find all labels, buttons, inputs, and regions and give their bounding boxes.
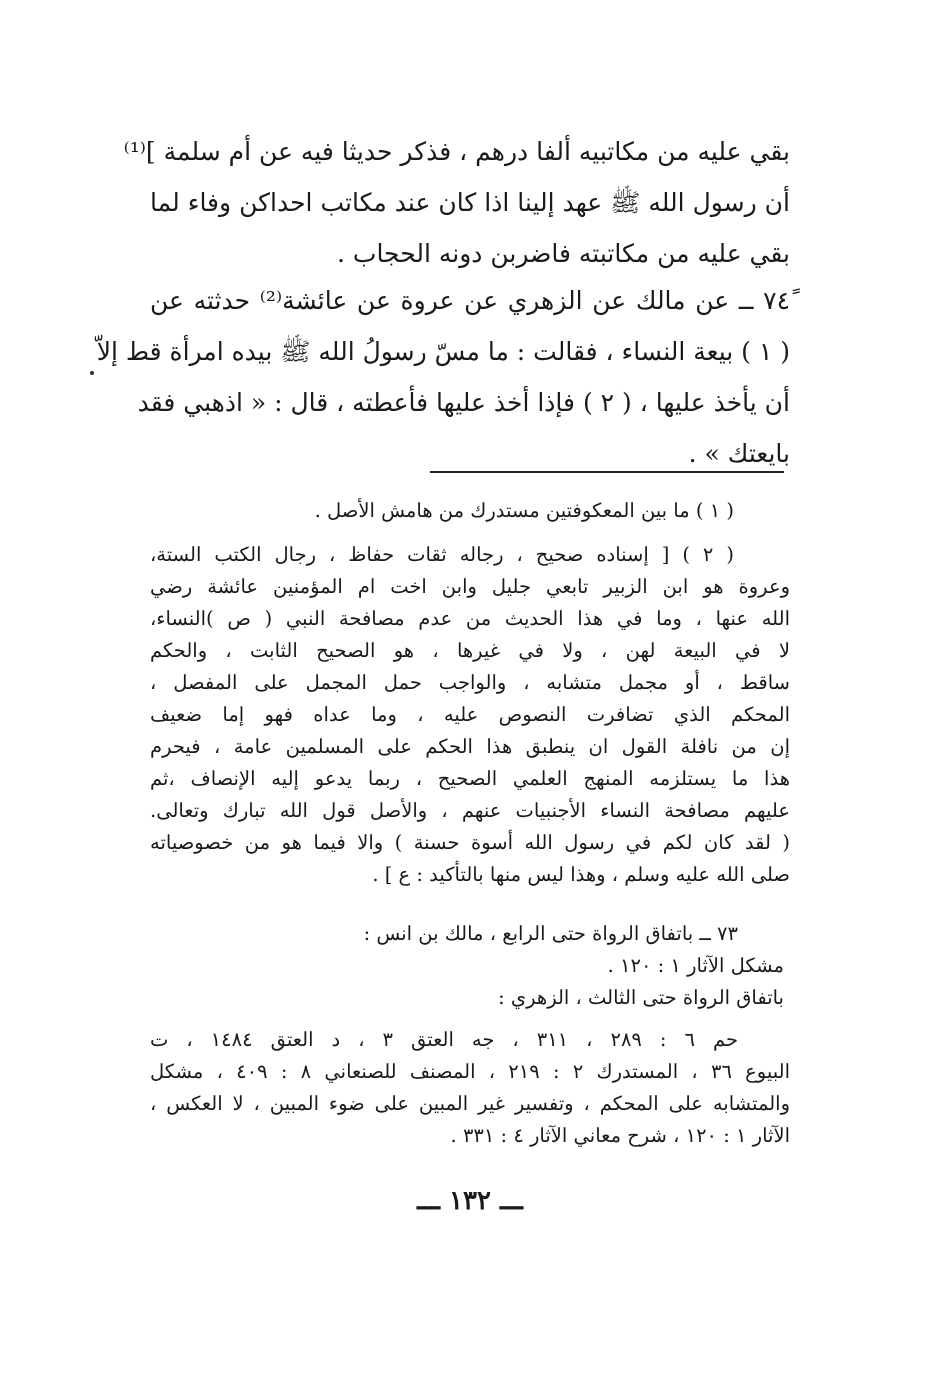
footnote-line: لا في البيعة لهن ، ولا في غيرها ، هو الصحيح الثابت ، والحكم (150, 639, 790, 662)
footnote-line: وعروة هو ابن الزبير تابعي جليل وابن اخت ام المؤمنين عائشة رضي (150, 575, 790, 598)
footnote-line: عليهم مصافحة النساء الأجنبيات عنهم ، والأصل قول الله تبارك وتعالى. (150, 799, 790, 822)
footnote-line: الله عنها ، وما في هذا الحديث من عدم مصافحة النبي ( ص )النساء، (150, 607, 790, 630)
text-line: أن يأخذ عليها ، ( ٢ ) فإذا أخذ عليها فأعطته ، قال : « اذهبي فقد (137, 388, 790, 417)
footnote-line: صلى الله عليه وسلم ، وهذا ليس منها بالتأكيد : ع ] . (372, 863, 790, 886)
references (150, 1024, 790, 1152)
main-text-paragraph-2 (96, 275, 791, 479)
main-text-paragraph-1 (123, 126, 790, 279)
footnote-2 (150, 539, 790, 891)
narration-chain (150, 918, 790, 1014)
text-line: أن رسول الله ﷺ عهد إلينا اذا كان عند مكاتب احداكن وفاء لما (150, 188, 790, 217)
text-line: بايعتك » . (688, 439, 790, 468)
text-line: ٧٤ً ــ عن مالك عن الزهري عن عروة عن عائشة⁽²⁾ حدثته عن (150, 286, 791, 315)
chain-line: باتفاق الرواة حتى الثالث ، الزهري : (498, 986, 784, 1009)
page-number: ـــ ١٣٢ ـــ (417, 1186, 523, 1216)
reference-line: والمتشابه على المحكم ، وتفسير غير المبين على ضوء المبين ، لا العكس ، (150, 1092, 790, 1115)
footnote-line: هذا ما يستلزمه المنهج العلمي الصحيح ، ربما يدعو إليه الإنصاف ،ثم (150, 767, 790, 790)
reference-line: الآثار ١ : ١٢٠ ، شرح معاني الآثار ٤ : ٣٣١ . (450, 1124, 790, 1147)
footnote-1 (150, 495, 790, 527)
reference-line: حم ٦ : ٢٨٩ ، ٣١١ ، جه العتق ٣ ، د العتق ١٤٨٤ ، ت (150, 1028, 739, 1051)
margin-mark (90, 371, 94, 375)
footnote-line: ( ١ ) ما بين المعكوفتين مستدرك من هامش الأصل . (314, 499, 734, 522)
chain-line: مشكل الآثار ١ : ١٢٠ . (607, 954, 784, 977)
footnote-separator (430, 471, 784, 473)
footnote-line: المحكم الذي تضافرت النصوص عليه ، وما عداه فهو إما ضعيف (150, 703, 790, 726)
footnote-line: ( ٢ ) [ إسناده صحيح ، رجاله ثقات حفاظ ، رجال الكتب الستة، (150, 543, 734, 566)
chain-line: ٧٣ ــ باتفاق الرواة حتى الرابع ، مالك بن انس : (363, 922, 738, 945)
text-line: بقي عليه من مكاتبته فاضربن دونه الحجاب . (337, 239, 790, 268)
footnote-line: إن من نافلة القول ان ينطبق هذا الحكم على المسلمين عامة ، فيحرم (150, 735, 790, 758)
footnote-line: ساقط ، أو مجمل متشابه ، والواجب حمل المجمل على المفصل ، (150, 671, 790, 694)
footnote-line: ( لقد كان لكم في رسول الله أسوة حسنة ) والا فيما هو من خصوصياته (150, 831, 790, 854)
reference-line: البيوع ٣٦ ، المستدرك ٢ : ٢١٩ ، المصنف للصنعاني ٨ : ٤٠٩ ، مشكل (150, 1060, 791, 1083)
text-line: ( ١ ) بيعة النساء ، فقالت : ما مسّ رسولُ الله ﷺ بيده امرأة قط إلاّ (96, 337, 790, 366)
text-line: بقي عليه من مكاتبيه ألفا درهم ، فذكر حديثا فيه عن أم سلمة ]⁽¹⁾ (123, 137, 790, 166)
